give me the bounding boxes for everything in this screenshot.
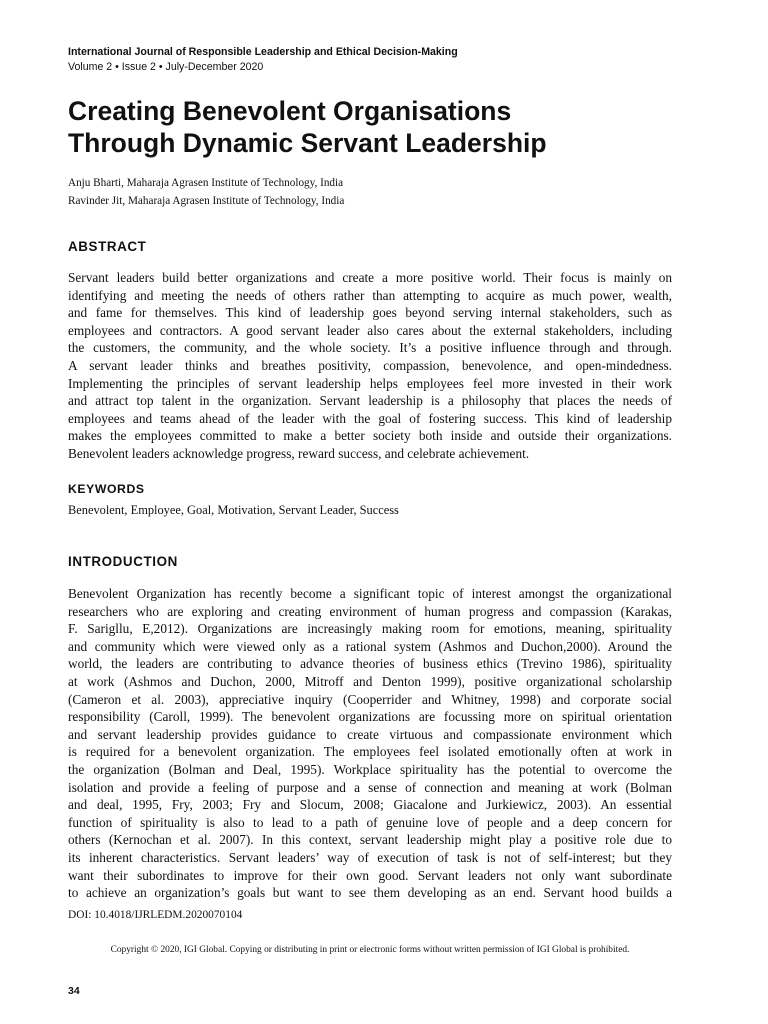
abstract-text	[68, 269, 672, 463]
issue-info: Volume 2 • Issue 2 • July-December 2020	[68, 61, 264, 73]
author-affiliation: Anju Bharti, Maharaja Agrasen Institute of Technology, India	[68, 177, 344, 189]
intro-line: and community which were viewed only as a rational system (Ashmos and Duchon,2000). Around the	[68, 638, 672, 654]
intro-line: others (Kernochan et al. 2007). In this context, servant leadership might play a positive role due to	[68, 832, 672, 848]
intro-line: to achieve an organization’s goals but want to see them developing as an end. Servant hood builds a	[68, 885, 672, 901]
abstract-line: Benevolent leaders acknowledge progress, reward success, and celebrate achievement.	[68, 445, 530, 461]
intro-line: its inherent characteristics. Servant leaders’ way of execution of task is not of self-interest; but they	[68, 849, 672, 865]
intro-line: want their subordinates to improve for their own good. Servant leaders not only want subordinate	[68, 867, 672, 883]
abstract-line: Servant leaders build better organizations and create a more positive world. Their focus is mainly on	[68, 270, 672, 285]
copyright-notice: Copyright © 2020, IGI Global. Copying or distributing in print or electronic forms without written permission of IGI Global is prohibited.	[110, 945, 630, 955]
intro-line: the organization (Bolman and Deal, 1995). Workplace spirituality has the potential to overcome the	[68, 761, 672, 777]
doi-link[interactable]: DOI: 10.4018/IJRLEDM.2020070104	[68, 909, 243, 921]
abstract-line: employees and teams ahead of the leader with the goal of fostering success. This kind of leadership	[68, 410, 672, 426]
intro-line: function of spirituality is also to lead to a path of genuine love of people and a deep concern for	[68, 814, 672, 830]
introduction-heading: INTRODUCTION	[68, 554, 178, 569]
intro-line: and servant leadership provides guidance to create virtuous and compassionate environment which	[68, 726, 672, 742]
abstract-line: the customers, the community, and the whole society. It’s a positive influence through and through.	[68, 340, 672, 356]
author-affiliation: Ravinder Jit, Maharaja Agrasen Institute of Technology, India	[68, 195, 345, 207]
title-line: Creating Benevolent Organisations	[68, 96, 512, 126]
intro-line: researchers who are exploring and creating environment of human progress and compassion (Karakas,	[68, 603, 672, 619]
intro-line: and deal, 1995, Fry, 2003; Fry and Slocum, 2008; Giacalone and Jurkiewicz, 2003). An essential	[68, 797, 672, 813]
intro-line: Benevolent Organization has recently become a significant topic of interest amongst the organizational	[68, 586, 672, 601]
keywords-heading: KEYWORDS	[68, 482, 145, 496]
intro-line: isolation and provide a feeling of purpose and a sense of connection and meaning at work (Bolman	[68, 779, 672, 795]
journal-name: International Journal of Responsible Leadership and Ethical Decision-Making	[68, 46, 458, 58]
introduction-text	[68, 585, 672, 902]
intro-line: at work (Ashmos and Duchon, 2000, Mitroff and Denton 1999), positive organizational scholarship	[68, 673, 672, 689]
intro-line: (Cameron et al. 2003), appreciative inquiry (Cooperrider and Whitney, 1998) and corporate social	[68, 691, 672, 707]
title-line: Through Dynamic Servant Leadership	[68, 128, 547, 158]
abstract-heading: ABSTRACT	[68, 239, 147, 254]
abstract-line: makes the employees committed to make a better society both inside and outside their organizations.	[68, 428, 672, 444]
abstract-line: A servant leader thinks and breathes positivity, compassion, benevolence, and open-mindedness.	[68, 357, 672, 373]
article-title	[68, 95, 708, 159]
intro-line: F. Sarigllu, E,2012). Organizations are increasingly making room for emotions, meaning, spirituality	[68, 621, 672, 637]
intro-line: world, the leaders are contributing to advance theories of business ethics (Trevino 1986), spirituality	[68, 656, 672, 672]
intro-line: is required for a benevolent organization. The employees feel isolated emotionally often at work in	[68, 744, 672, 760]
abstract-line: employees and contractors. A good servant leader also cares about the external stakeholders, including	[68, 322, 672, 338]
abstract-line: identifying and meeting the needs of others rather than attempting to acquire as much power, wealth,	[68, 287, 672, 303]
abstract-line: Implementing the principles of servant leadership helps employees feel more invested in their work	[68, 375, 672, 391]
intro-line: responsibility (Caroll, 1999). The benevolent organizations are focussing more on spiritual orientation	[68, 709, 672, 725]
abstract-line: and fame for themselves. This kind of leadership goes beyond serving internal stakeholders, such as	[68, 305, 672, 321]
abstract-line: and attract top talent in the organization. Servant leadership is a philosophy that places the needs of	[68, 393, 672, 409]
keywords-list: Benevolent, Employee, Goal, Motivation, Servant Leader, Success	[68, 503, 399, 517]
page-number: 34	[68, 985, 80, 997]
